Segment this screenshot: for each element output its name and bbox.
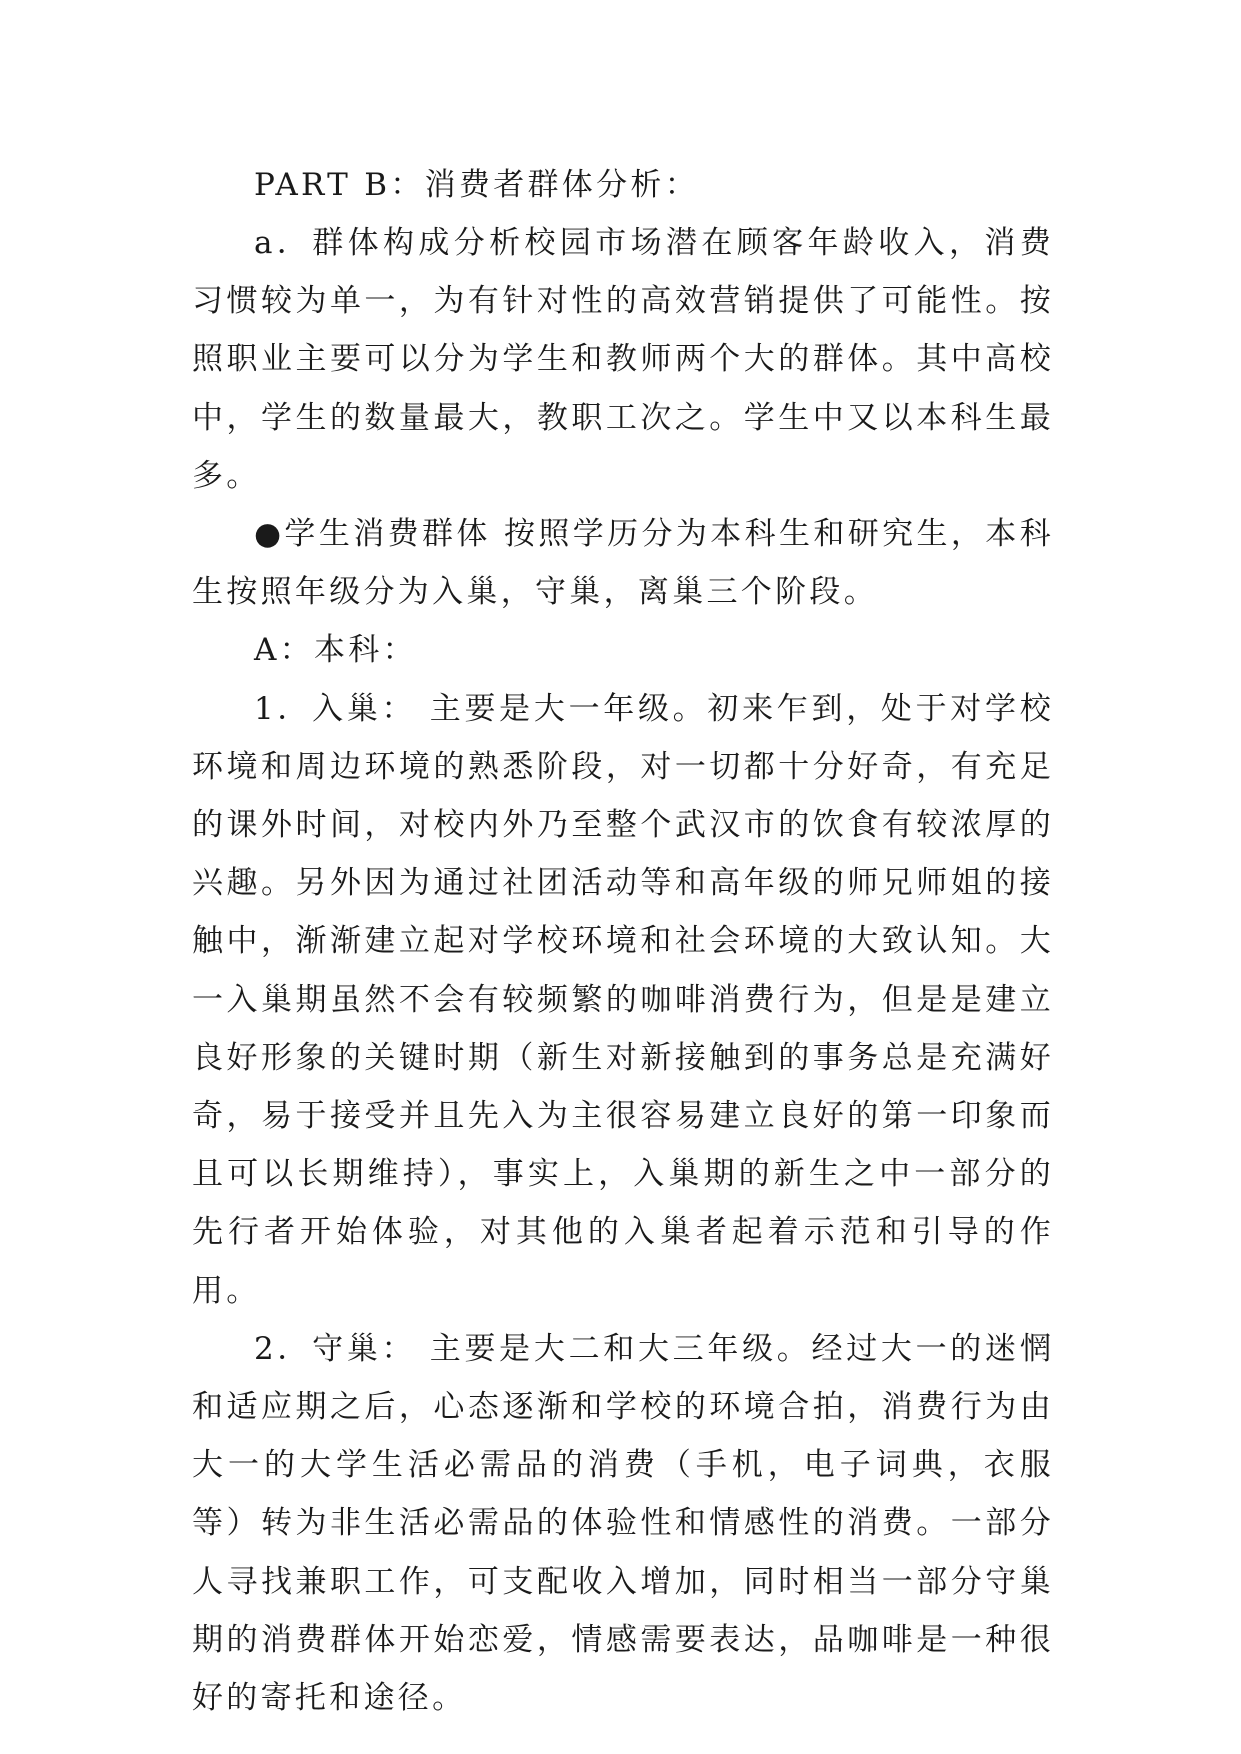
paragraph-group-composition: a．群体构成分析校园市场潜在顾客年龄收入，消费习惯较为单一，为有针对性的高效营销提供了可能性。按照职业主要可以分为学生和教师两个大的群体。其中高校中，学生的数量最大，教职工次之。学生中又以本科生最多。 [192,225,1054,494]
paragraph-undergraduate-label: A：本科： [254,632,417,669]
paragraph-sophomore-junior-stage: 2．守巢： 主要是大二和大三年级。经过大一的迷惘和适应期之后，心态逐渐和学校的环境合拍，消费行为由大一的大学生活必需品的消费（手机，电子词典，衣服等）转为非生活必需品的体验性和情感性的消费。一部分人寻找兼职工作，可支配收入增加，同时相当一部分守巢期的消费群体开始恋爱，情感需要表达，品咖啡是一种很好的寄托和途径。 [192,1330,1054,1717]
paragraph-student-group: ●学生消费群体 按照学历分为本科生和研究生，本科生按照年级分为入巢，守巢，离巢三个阶段。 [192,516,1054,611]
section-heading: PART B：消费者群体分析： [254,167,700,203]
document-body [192,156,1054,1727]
paragraph-freshman-stage: 1．入巢： 主要是大一年级。初来乍到，处于对学校环境和周边环境的熟悉阶段，对一切都十分好奇，有充足的课外时间，对校内外乃至整个武汉市的饮食有较浓厚的兴趣。另外因为通过社团活动等和高年级的师兄师姐的接触中，渐渐建立起对学校环境和社会环境的大致认知。大一入巢期虽然不会有较频繁的咖啡消费行为，但是是建立良好形象的关键时期（新生对新接触到的事务总是充满好奇，易于接受并且先入为主很容易建立良好的第一印象而且可以长期维持），事实上，入巢期的新生之中一部分的先行者开始体验，对其他的入巢者起着示范和引导的作用。 [192,690,1054,1309]
